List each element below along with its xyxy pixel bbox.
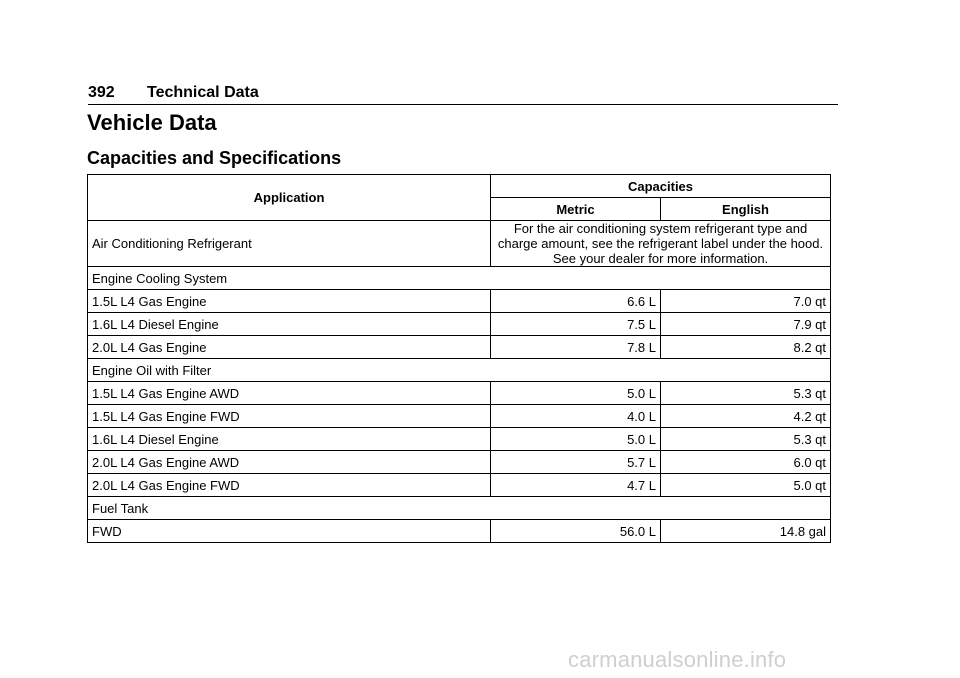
metric-value: 6.6 L <box>491 290 661 313</box>
english-value: 14.8 gal <box>661 520 831 543</box>
row-label: 1.5L L4 Gas Engine AWD <box>88 382 491 405</box>
table-row <box>88 290 831 313</box>
metric-value: 4.0 L <box>491 405 661 428</box>
table-row <box>88 520 831 543</box>
metric-value: 5.7 L <box>491 451 661 474</box>
metric-value: 4.7 L <box>491 474 661 497</box>
table-row-group <box>88 267 831 290</box>
table-row <box>88 451 831 474</box>
row-label: 1.6L L4 Diesel Engine <box>88 313 491 336</box>
english-value: 6.0 qt <box>661 451 831 474</box>
table-row <box>88 405 831 428</box>
row-label: 1.6L L4 Diesel Engine <box>88 428 491 451</box>
row-label: Air Conditioning Refrigerant <box>88 221 491 267</box>
english-value: 5.3 qt <box>661 382 831 405</box>
table-header-row <box>88 175 831 198</box>
table-row <box>88 428 831 451</box>
page-title: Vehicle Data <box>87 110 217 135</box>
metric-value: 7.8 L <box>491 336 661 359</box>
section-title: Technical Data <box>147 84 259 101</box>
english-value: 8.2 qt <box>661 336 831 359</box>
header-english: English <box>661 198 831 221</box>
english-value: 7.0 qt <box>661 290 831 313</box>
english-value: 5.3 qt <box>661 428 831 451</box>
header-capacities: Capacities <box>491 175 831 198</box>
watermark: carmanualsonline.info <box>568 647 787 672</box>
group-label: Engine Oil with Filter <box>88 359 831 382</box>
table-row <box>88 382 831 405</box>
table-row <box>88 474 831 497</box>
row-label: 1.5L L4 Gas Engine <box>88 290 491 313</box>
capacities-table <box>87 174 831 543</box>
metric-value: 7.5 L <box>491 313 661 336</box>
row-label: 1.5L L4 Gas Engine FWD <box>88 405 491 428</box>
group-label: Fuel Tank <box>88 497 831 520</box>
page-number: 392 <box>88 84 115 101</box>
english-value: 7.9 qt <box>661 313 831 336</box>
metric-value: 5.0 L <box>491 382 661 405</box>
english-value: 5.0 qt <box>661 474 831 497</box>
metric-value: 5.0 L <box>491 428 661 451</box>
table-row-group <box>88 359 831 382</box>
row-label: 2.0L L4 Gas Engine <box>88 336 491 359</box>
refrigerant-note: For the air conditioning system refrigerant type and charge amount, see the refrigerant label under the hood. See your dealer for more information. <box>491 221 831 267</box>
row-label: FWD <box>88 520 491 543</box>
metric-value: 56.0 L <box>491 520 661 543</box>
header-application: Application <box>88 175 491 221</box>
header-metric: Metric <box>491 198 661 221</box>
english-value: 4.2 qt <box>661 405 831 428</box>
group-label: Engine Cooling System <box>88 267 831 290</box>
table-row <box>88 336 831 359</box>
table-row-group <box>88 497 831 520</box>
page-header <box>88 82 838 105</box>
row-label: 2.0L L4 Gas Engine FWD <box>88 474 491 497</box>
row-label: 2.0L L4 Gas Engine AWD <box>88 451 491 474</box>
table-row <box>88 221 831 267</box>
sub-title: Capacities and Specifications <box>87 148 342 168</box>
table-row <box>88 313 831 336</box>
